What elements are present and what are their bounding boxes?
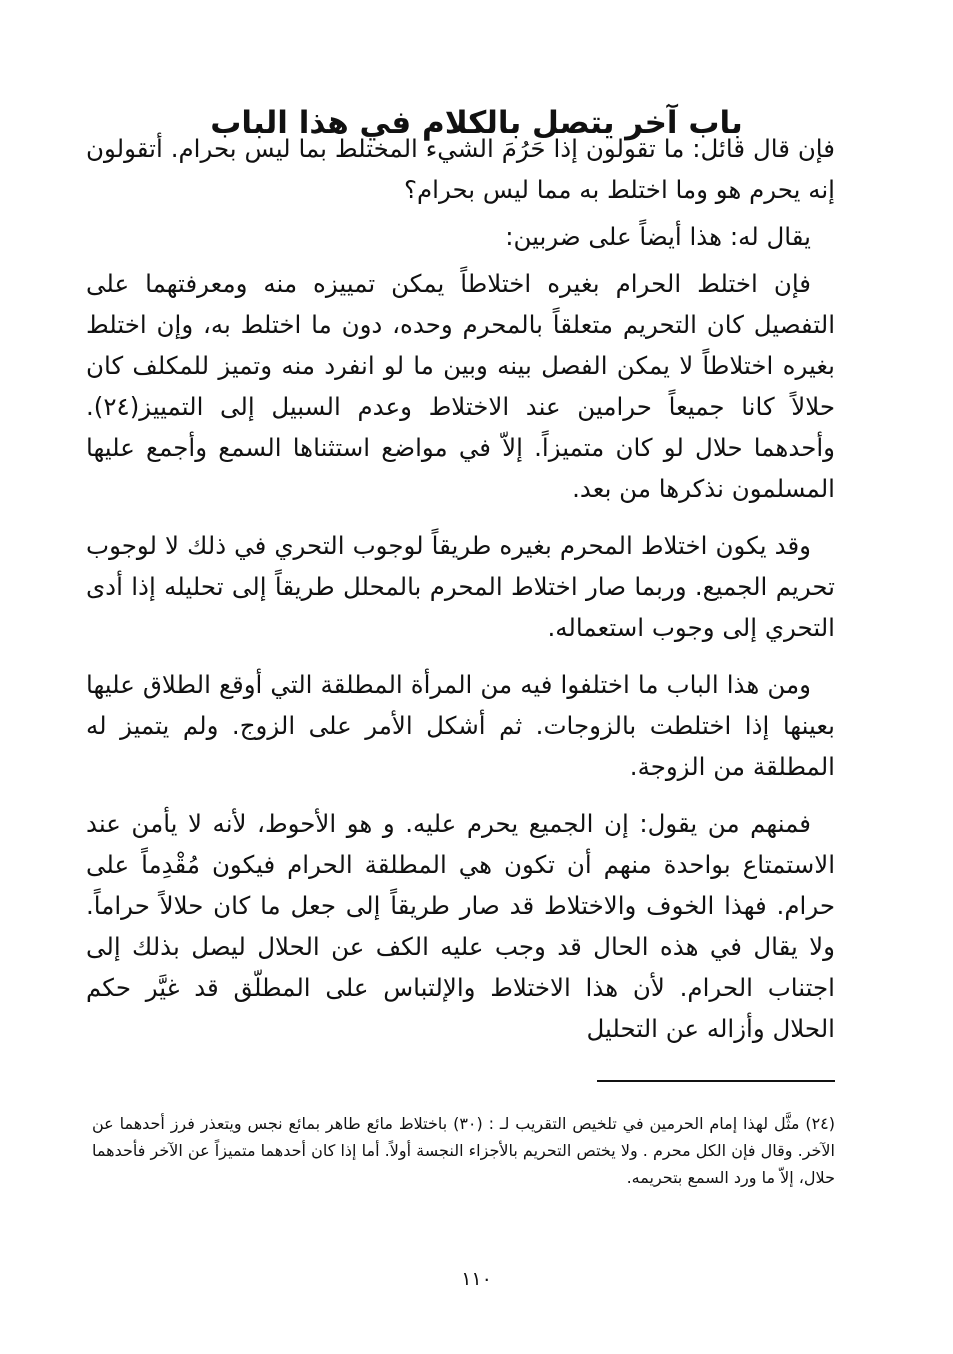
- footnote: [92, 1110, 835, 1191]
- paragraph-question: فإن قال قائل: ما تقولون إذا حَرُمَ الشيء المختلط بما ليس بحرام. أتقولون إنه يحرم هو وما اختلط به مما ليس بحرام؟: [86, 134, 835, 204]
- paragraph-divorced-wife: ومن هذا الباب ما اختلفوا فيه من المرأة المطلقة التي أوقع الطلاق عليها بعينها إذا اختلطت بالزوجات. ثم أشكل الأمر على الزوج. ولم يتميز له المطلقة من الزوجة.: [86, 670, 835, 781]
- paragraph-investigation: وقد يكون اختلاط المحرم بغيره طريقاً لوجوب التحري في ذلك لا لوجوب تحريم الجميع. وربما صار اختلاط المحرم بالمحلل طريقاً إلى تحليله إذا أدى التحري إلى وجوب استعماله.: [86, 531, 835, 642]
- footnote-24: (٢٤) مثَّل لهذا إمام الحرمين في تلخيص التقريب لـ : (٣٠) باختلاط مائع طاهر بمائع نجس ويتعذر فرز أحدهما عن الآخر. وقال فإن الكل محرم . ولا يختص التحريم بالأجزاء النجسة أولاً. أما إذا كان أحدهما متميزاً عن الآخر فأحدهما حلال، إلاّ ما ورد السمع بتحريمه.: [92, 1114, 836, 1187]
- main-text: [86, 128, 835, 1055]
- chapter-title: باب آخر يتصل بالكلام في هذا الباب: [210, 104, 743, 141]
- footnote-separator: [597, 1080, 835, 1082]
- paragraph-opinion: فمنهم من يقول: إن الجميع يحرم عليه. و هو الأحوط، لأنه لا يأمن عند الاستمتاع بواحدة منهم أن تكون هي المطلقة الحرام فيكون مُقْدِماً على حرام. فهذا الخوف والاختلاط قد صار طريقاً إلى جعل ما كان حلالاً حراماً. ولا يقال في هذه الحال قد وجب عليه الكف عن الحلال ليصل بذلك إلى اجتناب الحرام. لأن هذا الاختلاط والإلتباس على المطلّق قد غيَّر حكم الحلال وأزاله عن التحليل: [86, 809, 835, 1043]
- page-number: ١١٠: [461, 1268, 492, 1290]
- paragraph-mixing-rule: فإن اختلط الحرام بغيره اختلاطاً يمكن تمييزه منه ومعرفتهما على التفصيل كان التحريم متعلقاً بالمحرم وحده، دون ما اختلط به، وإن اختلط بغيره اختلاطاً لا يمكن الفصل بينه وبين ما لو انفرد منه وتميز للمكلف كان حلالاً كانا جميعاً حرامين عند الاختلاط وعدم السبيل إلى التمييز(٢٤). وأحدهما حلال لو كان متميزاً. إلاّ في مواضع استثناها السمع وأجمع عليها المسلمون نذكرها من بعد.: [86, 269, 835, 503]
- paragraph-answer-intro: يقال له: هذا أيضاً على ضربين:: [505, 222, 811, 251]
